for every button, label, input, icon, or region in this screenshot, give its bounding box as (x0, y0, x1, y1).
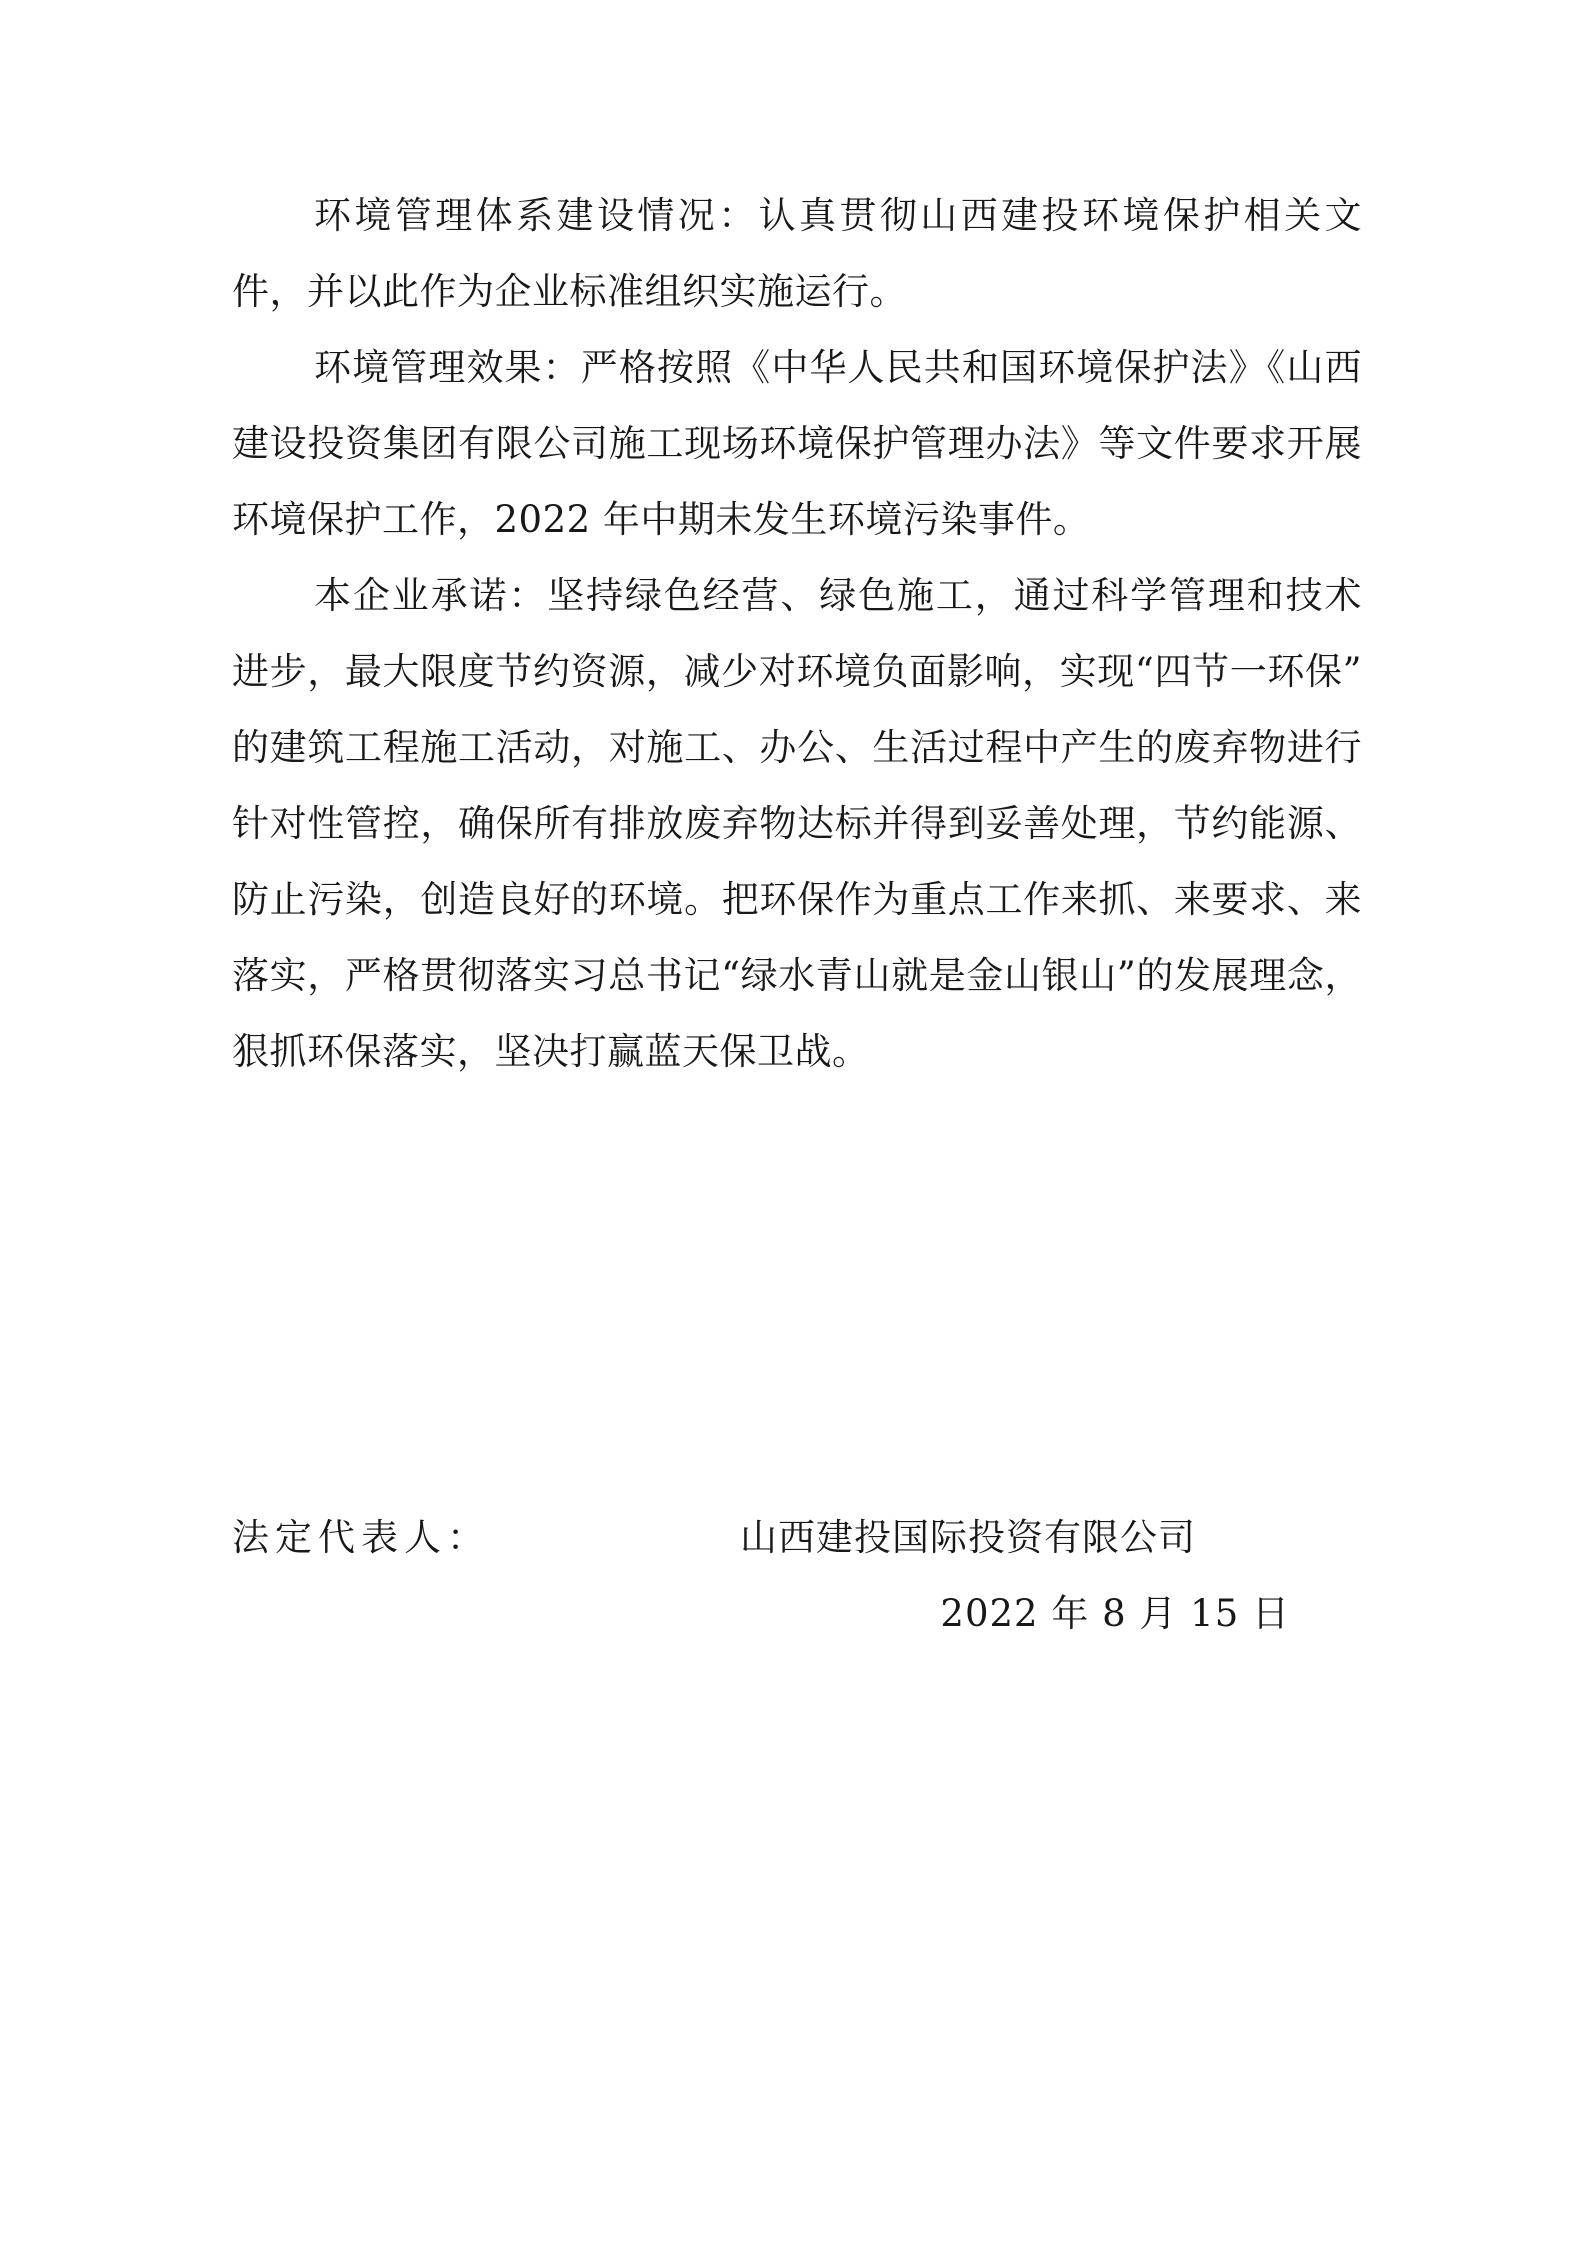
signature-row (232, 1500, 1362, 1576)
legal-representative-label: 法定代表人： (232, 1516, 490, 1559)
paragraph-company-commitment: 本企业承诺：坚持绿色经营、绿色施工，通过科学管理和技术进步，最大限度节约资源，减少对环境负面影响，实现“四节一环保”的建筑工程施工活动，对施工、办公、生活过程中产生的废弃物进行针对性管控，确保所有排放废弃物达标并得到妥善处理，节约能源、防止污染，创造良好的环境。把环保作为重点工作来抓、来要求、来落实，严格贯彻落实习总书记“绿水青山就是金山银山”的发展理念，狠抓环保落实，坚决打赢蓝天保卫战。 (232, 574, 1362, 1073)
paragraph-environmental-system: 环境管理体系建设情况：认真贯彻山西建投环境保护相关文件，并以此作为企业标准组织实施运行。 (232, 194, 1362, 313)
document-body (232, 178, 1362, 1090)
signature-block (232, 1500, 1362, 1652)
signature-date-row (232, 1576, 1362, 1652)
paragraph-environmental-effect: 环境管理效果：严格按照《中华人民共和国环境保护法》《山西建设投资集团有限公司施工现场环境保护管理办法》等文件要求开展环境保护工作，2022 年中期未发生环境污染事件。 (232, 346, 1362, 541)
signature-date: 2022 年 8 月 15 日 (940, 1592, 1290, 1635)
company-name: 山西建投国际投资有限公司 (740, 1516, 1196, 1559)
